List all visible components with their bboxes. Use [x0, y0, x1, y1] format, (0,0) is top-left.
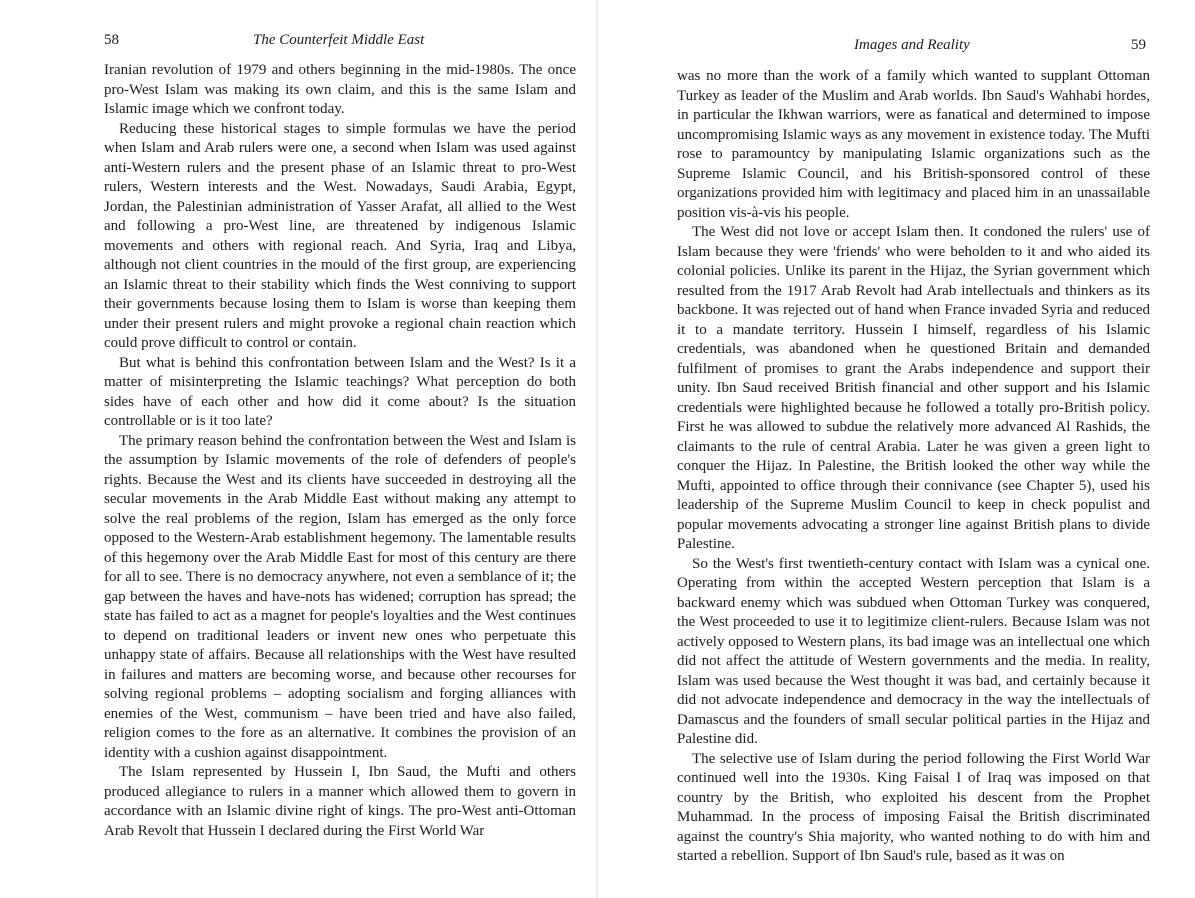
paragraph: Reducing these historical stages to simple formulas we have the period when Islam and Arab rulers were one, a second when Islam was used against anti-Western rulers and the present phase of an Islamic threat to pro-West rulers, Western interests and the West. Nowadays, Saudi Arabia, Egypt, Jordan, the Palestinian administration of Yasser Arafat, all allied to the West and following a pro-West line, are threatened by indigenous Islamic movements and others with regional reach. And Syria, Iraq and Libya, although not client countries in the mould of the first group, are experiencing an Islamic threat to their stability which finds the West conniving to support their governments because losing them to Islam is worse than keeping them under their present rulers and might provoke a regional chain reaction which could prove difficult to control or contain.: [104, 120, 576, 351]
paragraph: was no more than the work of a family which wanted to supplant Ottoman Turkey as leader of the Muslim and Arab worlds. Ibn Saud's Wahhabi hordes, in particular the Ikhwan warriors, were as fanatical and determined to impose uncompromising Islamic ways as any movement in existence today. The Mufti rose to paramountcy by manipulating Islamic organizations such as the Supreme Islamic Council, and his British-sponsored control of these organizations provided him with legitimacy and placed him in an unassailable position vis-à-vis his people.: [677, 68, 1150, 221]
paragraph: The selective use of Islam during the period following the First World War continued well into the 1930s. King Faisal I of Iraq was imposed on that country by the British, who exploited his descent from the Prophet Muhammad. In the process of imposing Faisal the British discriminated against the country's Shia majority, who wanted nothing to do with him and started a rebellion. Support of Ibn Saud's rule, based as it was on: [677, 750, 1150, 864]
paragraph: Iranian revolution of 1979 and others beginning in the mid-1980s. The once pro-West Islam was making its own claim, and this is the same Islam and Islamic image which we confront today.: [104, 62, 576, 117]
paragraph: The Islam represented by Hussein I, Ibn Saud, the Mufti and others produced allegiance to rulers in a manner which allowed them to govern in accordance with an Islamic divine right of kings. The pro-West anti-Ottoman Arab Revolt that Hussein I declared during the First World War: [104, 764, 576, 839]
paragraph: The primary reason behind the confrontation between the West and Islam is the assumption by Islamic movements of the role of defenders of people's rights. Because the West and its clients have succeeded in destroying all the secular movements in the Arab Middle East without making any attempt to solve the real problems of the region, Islam has emerged as the only force opposed to the Western-Arab establishment hegemony. The lamentable results of this hegemony over the Arab Middle East for most of this century are there for all to see. There is no democracy anywhere, not even a semblance of it; the gap between the haves and have-nots has widened; corruption has spread; the state has failed to act as a magnet for people's loyalties and the West continues to depend on traditional leaders or invent new ones who perpetuate this unhappy state of affairs. Because all relationships with the West have resulted in failures and matters are becoming worse, and because other recourses for solving regional problems – adopting socialism and forging alliances with enemies of the West, communism – have been tried and have also failed, religion comes to the fore as an alternative. It combines the provision of an identity with a cushion against disappointment.: [104, 432, 576, 761]
body-text: [677, 67, 1150, 867]
paragraph: But what is behind this confrontation between Islam and the West? Is it a matter of misinterpreting the Islamic teachings? What perception do both sides have of each other and how did it come about? Is the situation controllable or is it too late?: [104, 354, 576, 429]
right-page: [597, 0, 1195, 898]
body-text: [104, 61, 576, 841]
running-head: Images and Reality: [854, 37, 970, 53]
paragraph: So the West's first twentieth-century contact with Islam was a cynical one. Operating from within the accepted Western perception that Islam is a backward enemy which was subdued when Ottoman Turkey was conquered, the West proceeded to use it to legitimize client-rulers. Because Islam was not actively opposed to Western plans, its bad image was an intellectual one which did not affect the attitude of Western governments and the media. In reality, Islam was used because the West thought it was bad, and certainly because it did not advocate independence and democracy in the way the intellectuals of Damascus and the founders of small secular political parties in the Hijaz and Palestine did.: [677, 555, 1150, 747]
paragraph: The West did not love or accept Islam then. It condoned the rulers' use of Islam because they were 'friends' who were beholden to it and who aided its colonial policies. Unlike its parent in the Hijaz, the Syrian government which resulted from the 1917 Arab Revolt had Arab intellectuals and thinkers as its backbone. It was rejected out of hand when France invaded Syria and reduced it to a mandate territory. Hussein I himself, regardless of his Islamic credentials, was abandoned when he questioned Britain and demanded fulfilment of promises to grant the Arabs independence and support their unity. Ibn Saud received British financial and other support and his Islamic credentials were highlighted because he followed a totally pro-British policy. First he was allowed to subdue the relatively more advanced Al Rashids, the claimants to the rule of central Arabia. Later he was given a green light to conquer the Hijaz. In Palestine, the British looked the other way while the Mufti, appointed to office through their connivance (see Chapter 5), used his leadership of the Supreme Muslim Council to keep in check populist and popular movements advocating a stronger line against British plans to divide Palestine.: [677, 224, 1150, 552]
running-head: The Counterfeit Middle East: [253, 32, 425, 48]
page-number: 59: [1131, 37, 1146, 53]
left-page: [0, 0, 597, 898]
page-number: 58: [104, 32, 119, 48]
